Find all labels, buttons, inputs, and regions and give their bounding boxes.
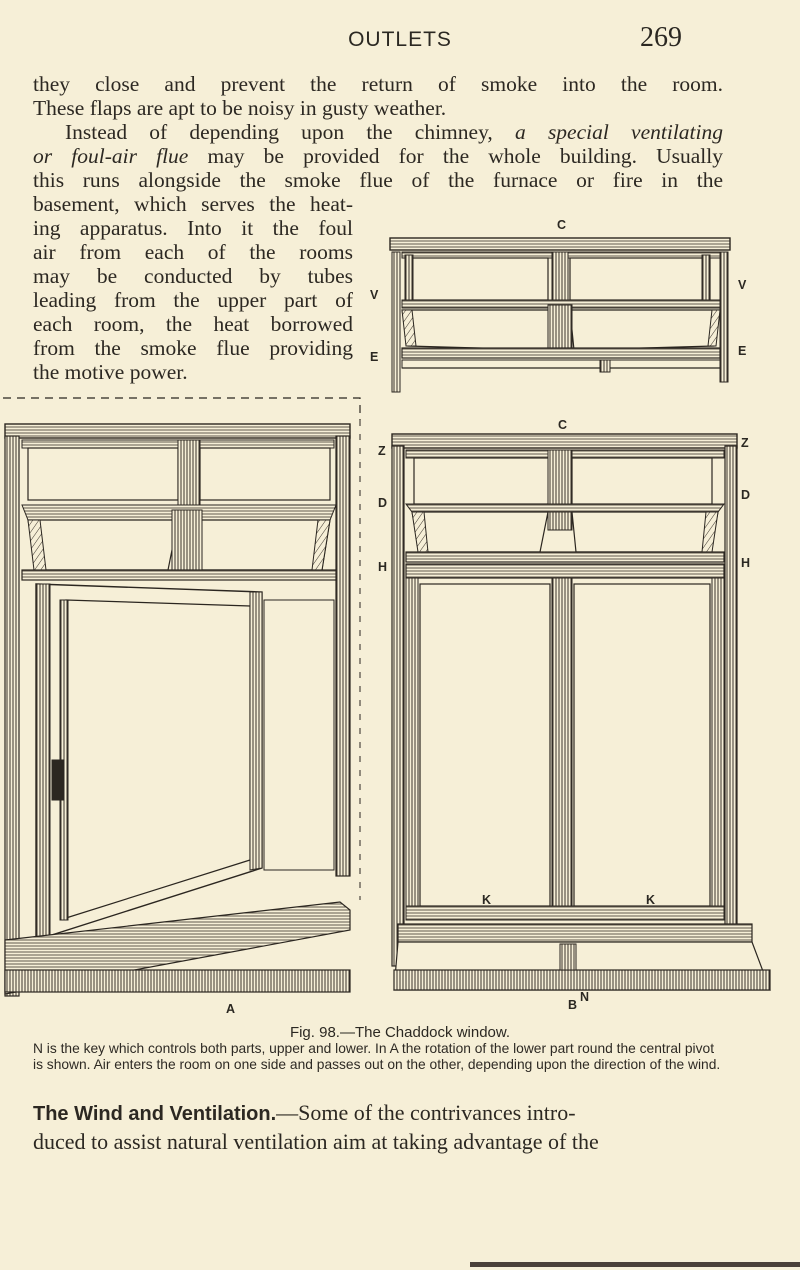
line-text: Instead of depending upon the chimney, [65, 120, 515, 144]
line-text: may be provided for the whole building. Usually [188, 144, 723, 168]
figure-label: Z [741, 436, 749, 450]
figure-label: Z [378, 444, 386, 458]
figure-label: C [557, 218, 567, 232]
paragraph-line: the motive power. [33, 360, 188, 384]
figure-label: K [646, 893, 656, 907]
section-heading: The Wind and Ventilation. [33, 1103, 277, 1125]
figure-caption: Fig. 98.—The Chaddock window. [289, 1024, 511, 1041]
paragraph-line: air from each of the rooms [33, 240, 353, 264]
figure-label: E [370, 350, 379, 364]
figure-label: B [568, 998, 578, 1012]
upper-sash-detail [390, 238, 730, 392]
paragraph-line: basement, which serves the heat- [33, 192, 353, 216]
figure-note: N is the key which controls both parts, upper and lower. In A the rotation of the lower part round the central pivot is shown. Air enters the room on one side and passes out on the other, depending upon the direction of the wind. [33, 1041, 721, 1072]
section-text: —Some of the contrivances intro- [276, 1100, 576, 1125]
section-paragraph [33, 1099, 723, 1156]
section-text: duced to assist natural ventilation aim at taking advantage of the [33, 1129, 599, 1154]
figure-label: C [558, 418, 568, 432]
page-edge-rule [470, 1262, 800, 1267]
window-b [392, 434, 770, 990]
figure-label: H [378, 560, 388, 574]
window-a [3, 398, 360, 996]
paragraph-line: These flaps are apt to be noisy in gusty weather. [33, 96, 447, 120]
paragraph-line: leading from the upper part of [33, 288, 353, 312]
figure-label: A [226, 1002, 236, 1016]
paragraph-line: ing apparatus. Into it the foul [33, 216, 353, 240]
figure-label: K [482, 893, 492, 907]
paragraph-line: this runs alongside the smoke flue of the furnace or fire in the [33, 168, 723, 192]
figure-label: N [580, 990, 590, 1004]
figure-label: D [378, 496, 388, 510]
paragraph-line: each room, the heat borrowed [33, 312, 353, 336]
figure-label: E [738, 344, 747, 358]
emphasis-text: a special ventilating [515, 120, 723, 144]
figure-label: V [370, 288, 379, 302]
paragraph-line: they close and prevent the return of smoke into the room. [33, 72, 723, 96]
paragraph-line: from the smoke flue providing [33, 336, 353, 360]
figure-label: V [738, 278, 747, 292]
running-header: OUTLETS [348, 28, 452, 51]
page-number: 269 [640, 22, 682, 53]
emphasis-text: or foul-air flue [33, 144, 189, 168]
paragraph-line: may be conducted by tubes [33, 264, 353, 288]
figure-label: D [741, 488, 751, 502]
figure-label: H [741, 556, 751, 570]
